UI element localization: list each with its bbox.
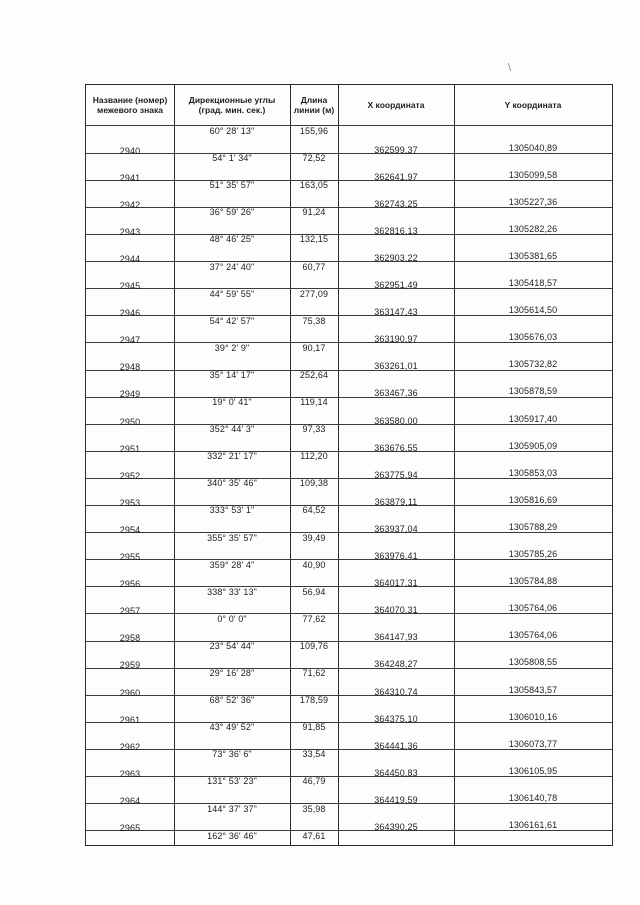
y-coordinate-cell: 1305878,59 [508,386,558,396]
length-cell: 77,62 [302,614,326,624]
length-cell: 109,38 [299,478,329,488]
row-rule [86,125,612,126]
y-coordinate-cell: 1305040,89 [508,143,558,153]
x-coordinate-cell: 362641,97 [374,172,418,182]
x-coordinate-cell: 364310,74 [374,687,418,697]
bearing-cell: 39° 2' 9" [214,343,250,353]
bearing-cell: 68° 52' 36" [209,695,255,705]
bearing-cell: 43° 49' 52" [209,722,255,732]
bearing-cell: 48° 46' 25" [209,234,255,244]
x-coordinate-cell: 363976,41 [374,551,418,561]
y-coordinate-cell: 1305788,29 [508,522,558,532]
point-name-cell: 2946 [119,308,141,318]
y-coordinate-cell: 1305418,57 [508,278,558,288]
point-name-cell: 2948 [119,362,141,372]
x-coordinate-cell: 363937,04 [374,524,418,534]
x-coordinate-cell: 363261,01 [374,361,418,371]
length-cell: 56,94 [302,587,326,597]
y-coordinate-cell: 1305853,03 [508,468,558,478]
bearing-cell: 54° 1' 34" [212,153,252,163]
length-cell: 47,61 [302,831,326,841]
point-name-cell: 2942 [119,200,141,210]
bearing-cell: 0° 0' 0" [217,614,247,624]
bearing-cell: 340° 35' 46" [207,478,257,488]
point-name-cell: 2955 [119,552,141,562]
bearing-cell: 162° 36' 46" [207,831,257,841]
length-cell: 90,17 [302,343,326,353]
bearing-cell: 332° 21' 17" [207,451,257,461]
header-y-coordinate: Y координата [504,100,562,110]
length-cell: 97,33 [302,424,326,434]
bearing-cell: 23° 54' 44" [209,641,255,651]
y-coordinate-cell: 1306161,61 [508,820,558,830]
y-coordinate-cell: 1306010,16 [508,712,558,722]
point-name-cell: 2962 [119,742,141,752]
point-name-cell: 2965 [119,823,141,833]
x-coordinate-cell: 363467,36 [374,388,418,398]
y-coordinate-cell: 1305227,36 [508,197,558,207]
y-coordinate-cell: 1305614,50 [508,305,558,315]
corner-mark: \ [508,62,512,74]
point-name-cell: 2958 [119,633,141,643]
point-name-cell: 2941 [119,173,141,183]
point-name-cell: 2961 [119,715,141,725]
y-coordinate-cell: 1305676,03 [508,332,558,342]
x-coordinate-cell: 362816,13 [374,226,418,236]
bearing-cell: 73° 36' 6" [212,749,252,759]
length-cell: 109,76 [299,641,329,651]
header-length: Длина линии (м) [293,95,335,115]
x-coordinate-cell: 363676,55 [374,443,418,453]
bearing-cell: 359° 28' 4" [209,560,255,570]
point-name-cell: 2954 [119,525,141,535]
length-cell: 178,59 [299,695,329,705]
x-coordinate-cell: 364147,93 [374,632,418,642]
length-cell: 33,54 [302,749,326,759]
x-coordinate-cell: 362599,37 [374,145,418,155]
length-cell: 72,52 [302,153,326,163]
x-coordinate-cell: 363580,00 [374,416,418,426]
x-coordinate-cell: 364419,59 [374,795,418,805]
y-coordinate-cell: 1306140,78 [508,793,558,803]
length-cell: 163,05 [299,180,329,190]
bearing-cell: 131° 53' 23" [207,776,257,786]
header-point-name: Название (номер) межевого знака [92,95,168,115]
table-header [86,85,612,125]
point-name-cell: 2964 [119,796,141,806]
point-name-cell: 2940 [119,146,141,156]
point-name-cell: 2945 [119,281,141,291]
x-coordinate-cell: 364017,31 [374,578,418,588]
length-cell: 91,24 [302,207,326,217]
length-cell: 75,38 [302,316,326,326]
bearing-cell: 54° 42' 57" [209,316,255,326]
point-name-cell: 2952 [119,471,141,481]
x-coordinate-cell: 364441,36 [374,741,418,751]
length-cell: 91,85 [302,722,326,732]
point-name-cell: 2953 [119,498,141,508]
length-cell: 277,09 [299,289,329,299]
y-coordinate-cell: 1305099,58 [508,170,558,180]
point-name-cell: 2944 [119,254,141,264]
y-coordinate-cell: 1305381,65 [508,251,558,261]
x-coordinate-cell: 362743,25 [374,199,418,209]
x-coordinate-cell: 363147,43 [374,307,418,317]
bearing-cell: 36° 59' 26" [209,207,255,217]
bearing-cell: 51° 35' 57" [209,180,255,190]
point-name-cell: 2963 [119,769,141,779]
y-coordinate-cell: 1305816,69 [508,495,558,505]
y-coordinate-cell: 1306073,77 [508,739,558,749]
bearing-cell: 144° 37' 37" [207,804,257,814]
x-coordinate-cell: 363775,94 [374,470,418,480]
y-coordinate-cell: 1305905,09 [508,441,558,451]
y-coordinate-cell: 1305732,82 [508,359,558,369]
y-coordinate-cell: 1305843,57 [508,685,558,695]
point-name-cell: 2957 [119,606,141,616]
bearing-cell: 19° 0' 41" [212,397,252,407]
x-coordinate-cell: 363879,11 [374,497,418,507]
y-coordinate-cell: 1305282,26 [508,224,558,234]
point-name-cell: 2951 [119,444,141,454]
x-coordinate-cell: 362951,49 [374,280,418,290]
header-bearing: Дирекционные углы (град. мин. сек.) [188,95,276,115]
bearing-cell: 60° 28' 13" [209,126,255,136]
length-cell: 35,98 [302,804,326,814]
point-name-cell: 2960 [119,688,141,698]
length-cell: 71,62 [302,668,326,678]
bearing-cell: 44° 59' 55" [209,289,255,299]
x-coordinate-cell: 364070,31 [374,605,418,615]
point-name-cell: 2949 [119,389,141,399]
y-coordinate-cell: 1305764,06 [508,603,558,613]
bearing-cell: 35° 14' 17" [209,370,255,380]
bearing-cell: 338° 33' 13" [207,587,257,597]
length-cell: 112,20 [300,451,328,461]
y-coordinate-cell: 1305917,40 [508,414,558,424]
length-cell: 40,90 [302,560,326,570]
point-name-cell: 2947 [119,335,141,345]
x-coordinate-cell: 364390,25 [374,822,418,832]
y-coordinate-cell: 1305785,26 [508,549,558,559]
header-x-coordinate: X координата [367,100,425,110]
bearing-cell: 333° 53' 1" [209,505,255,515]
coordinates-table [85,84,613,846]
y-coordinate-cell: 1305784,88 [508,576,558,586]
y-coordinate-cell: 1306105,95 [508,766,558,776]
length-cell: 119,14 [300,397,328,407]
length-cell: 252,64 [299,370,329,380]
point-name-cell: 2950 [119,417,141,427]
length-cell: 46,79 [302,776,326,786]
length-cell: 39,49 [302,533,326,543]
bearing-cell: 29° 16' 28" [209,668,255,678]
length-cell: 155,96 [299,126,329,136]
point-name-cell: 2959 [119,660,141,670]
bearing-cell: 37° 24' 40" [209,262,255,272]
y-coordinate-cell: 1305808,55 [508,657,558,667]
point-name-cell: 2956 [119,579,141,589]
length-cell: 60,77 [302,262,326,272]
x-coordinate-cell: 362903,22 [374,253,418,263]
x-coordinate-cell: 363190,97 [374,334,418,344]
x-coordinate-cell: 364375,10 [374,714,418,724]
x-coordinate-cell: 364248,27 [374,659,418,669]
bearing-cell: 355° 35' 57" [207,533,257,543]
bearing-cell: 352° 44' 3" [209,424,255,434]
y-coordinate-cell: 1305764,06 [508,630,558,640]
point-name-cell: 2943 [119,227,141,237]
x-coordinate-cell: 364450,83 [374,768,418,778]
length-cell: 132,15 [299,234,329,244]
length-cell: 64,52 [302,505,326,515]
